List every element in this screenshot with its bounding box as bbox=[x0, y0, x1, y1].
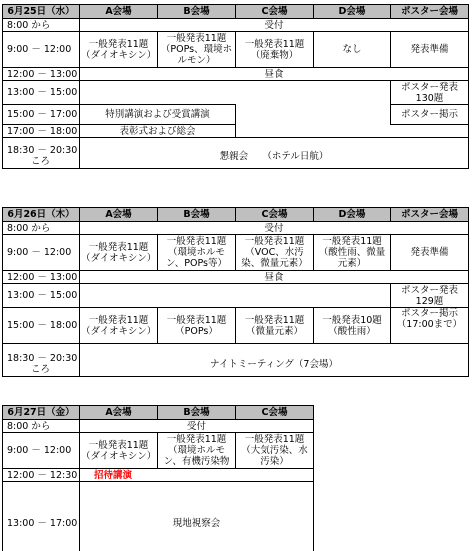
lunch-cell: 昼食 bbox=[80, 271, 469, 284]
time-cell: 15:00 － 17:00 bbox=[3, 105, 80, 125]
time-cell: 8:00 から bbox=[3, 19, 80, 32]
session-c: 一般発表11題 （廃棄物） bbox=[236, 32, 314, 68]
session-b: 一般発表11題 （環境ホルモ ン、POPs等） bbox=[158, 235, 236, 271]
time-cell: 8:00 から bbox=[3, 222, 80, 235]
night-meeting-cell: ナイトミーティング（7会場） bbox=[80, 353, 469, 377]
reception-cell: 受付 bbox=[80, 19, 469, 32]
reception-cell: 受付 bbox=[80, 420, 314, 433]
schedule-table-day3 bbox=[2, 405, 314, 551]
session-c: 一般発表11題 （大気汚染、水 汚染） bbox=[236, 433, 314, 469]
empty-cell bbox=[80, 284, 391, 308]
reception-cell: 受付 bbox=[80, 222, 469, 235]
invited-lecture: 招待講演 bbox=[80, 469, 158, 482]
session-b: 一般発表11題 （POPs） bbox=[158, 308, 236, 344]
row-morning bbox=[3, 235, 469, 271]
venue-d-header: D会場 bbox=[314, 5, 391, 19]
poster-display: ポスター掲示 bbox=[391, 105, 469, 125]
row-awards bbox=[3, 125, 469, 138]
venue-c-header: C会場 bbox=[236, 5, 314, 19]
session-d: なし bbox=[314, 32, 391, 68]
row-morning bbox=[3, 32, 469, 68]
row-site-visit bbox=[3, 490, 314, 551]
venue-poster-header: ポスター会場 bbox=[391, 5, 469, 19]
header-row bbox=[3, 406, 314, 420]
site-visit-cell: 現地視察会 bbox=[80, 490, 314, 551]
venue-c-header: C会場 bbox=[236, 406, 314, 420]
session-d: 一般発表11題 （酸性雨、微量 元素） bbox=[314, 235, 391, 271]
spacer-row bbox=[3, 482, 314, 490]
venue-b-header: B会場 bbox=[158, 406, 236, 420]
venue-a-header: A会場 bbox=[80, 208, 158, 222]
row-reception bbox=[3, 222, 469, 235]
empty-cell bbox=[158, 469, 314, 482]
time-cell: 12:00 － 12:30 bbox=[3, 469, 80, 482]
row-night-meeting bbox=[3, 353, 469, 377]
row-lunch bbox=[3, 271, 469, 284]
session-a: 一般発表11題 （ダイオキシン） bbox=[80, 32, 158, 68]
date-label: 6月26日（木） bbox=[3, 208, 80, 222]
time-cell: 12:00 － 13:00 bbox=[3, 271, 80, 284]
time-cell: 13:00 － 15:00 bbox=[3, 284, 80, 308]
time-cell: 18:30 － 20:30 ころ bbox=[3, 353, 80, 377]
session-a: 一般発表11題 （ダイオキシン） bbox=[80, 433, 158, 469]
banquet-cell: 懇親会 （ホテル日航） bbox=[80, 145, 469, 169]
venue-poster-header: ポスター会場 bbox=[391, 208, 469, 222]
row-reception bbox=[3, 420, 314, 433]
poster-presentation: ポスター発表 129題 bbox=[391, 284, 469, 308]
special-lecture: 特別講演および受賞講演 bbox=[80, 105, 236, 125]
row-invited-lecture bbox=[3, 469, 314, 482]
awards-meeting: 表彰式および総会 bbox=[80, 125, 236, 138]
row-special-lecture bbox=[3, 105, 469, 125]
spacer-row bbox=[3, 138, 469, 145]
venue-b-header: B会場 bbox=[158, 208, 236, 222]
row-afternoon bbox=[3, 308, 469, 344]
row-reception bbox=[3, 19, 469, 32]
empty-cell bbox=[236, 105, 391, 125]
row-poster bbox=[3, 81, 469, 105]
session-c: 一般発表11題 （VOC、水汚 染、微量元素） bbox=[236, 235, 314, 271]
venue-c-header: C会場 bbox=[236, 208, 314, 222]
time-cell: 17:00 － 18:00 bbox=[3, 125, 80, 138]
venue-a-header: A会場 bbox=[80, 5, 158, 19]
venue-b-header: B会場 bbox=[158, 5, 236, 19]
spacer-row bbox=[3, 344, 469, 353]
header-row bbox=[3, 208, 469, 222]
poster-prep: 発表準備 bbox=[391, 32, 469, 68]
date-label: 6月25日（水） bbox=[3, 5, 80, 19]
time-cell: 18:30 － 20:30 ころ bbox=[3, 145, 80, 169]
session-a: 一般発表11題 （ダイオキシン） bbox=[80, 235, 158, 271]
poster-prep: 発表準備 bbox=[391, 235, 469, 271]
time-cell: 13:00 － 17:00 bbox=[3, 490, 80, 551]
time-cell: 8:00 から bbox=[3, 420, 80, 433]
time-cell: 9:00 － 12:00 bbox=[3, 235, 80, 271]
session-a: 一般発表11題 （ダイオキシン） bbox=[80, 308, 158, 344]
session-c: 一般発表11題 （微量元素） bbox=[236, 308, 314, 344]
time-cell: 9:00 － 12:00 bbox=[3, 433, 80, 469]
time-cell: 12:00 － 13:00 bbox=[3, 68, 80, 81]
session-b: 一般発表11題 （環境ホルモ ン、有機汚染物 bbox=[158, 433, 236, 469]
session-b: 一般発表11題 （POPs、環境ホ ルモン） bbox=[158, 32, 236, 68]
row-morning bbox=[3, 433, 314, 469]
date-label: 6月27日（金） bbox=[3, 406, 80, 420]
schedule-table-day1 bbox=[2, 4, 469, 169]
header-row bbox=[3, 5, 469, 19]
poster-display: ポスター掲示 （17:00まで） bbox=[391, 308, 469, 344]
row-poster bbox=[3, 284, 469, 308]
session-d: 一般発表10題 （酸性雨） bbox=[314, 308, 391, 344]
venue-d-header: D会場 bbox=[314, 208, 391, 222]
empty-cell bbox=[236, 125, 469, 138]
time-cell: 15:00 － 18:00 bbox=[3, 308, 80, 344]
time-cell: 9:00 － 12:00 bbox=[3, 32, 80, 68]
time-cell: 13:00 － 15:00 bbox=[3, 81, 80, 105]
empty-cell bbox=[80, 81, 391, 105]
row-banquet bbox=[3, 145, 469, 169]
row-lunch bbox=[3, 68, 469, 81]
poster-presentation: ポスター発表 130題 bbox=[391, 81, 469, 105]
lunch-cell: 昼食 bbox=[80, 68, 469, 81]
schedule-table-day2 bbox=[2, 207, 469, 377]
venue-a-header: A会場 bbox=[80, 406, 158, 420]
